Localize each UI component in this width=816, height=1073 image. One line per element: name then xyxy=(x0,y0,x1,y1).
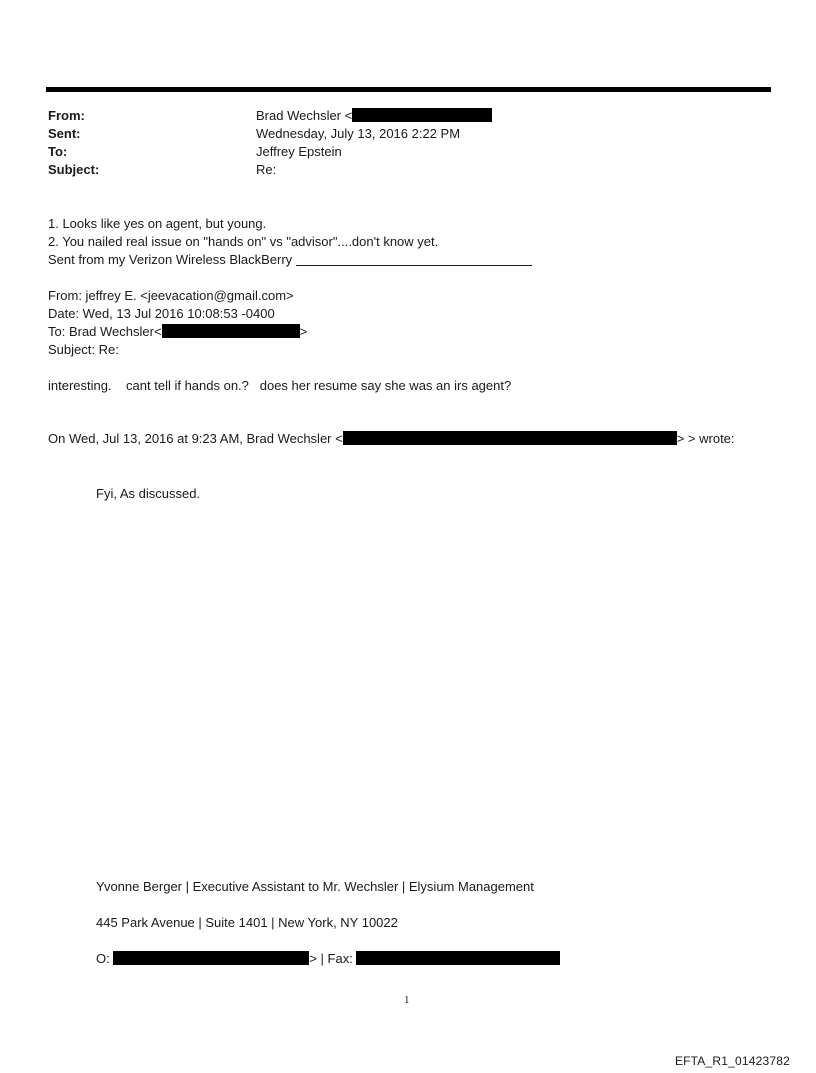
quoted-to-prefix: To: Brad Wechsler< xyxy=(48,324,162,339)
header-rule xyxy=(46,87,771,92)
quoted-to-suffix: > xyxy=(299,324,308,339)
office-prefix: O: xyxy=(96,951,114,966)
blackberry-signature: Sent from my Verizon Wireless BlackBerry xyxy=(48,252,293,267)
to-label: To: xyxy=(48,144,68,159)
bates-number: EFTA_R1_01423782 xyxy=(674,1054,790,1068)
signature-line-2: 445 Park Avenue | Suite 1401 | New York, NY 10022 xyxy=(96,915,398,930)
quoted-date: Date: Wed, 13 Jul 2016 10:08:53 -0400 xyxy=(48,306,275,321)
reply-line-3 xyxy=(48,251,532,269)
earlier-body: Fyi, As discussed. xyxy=(96,486,201,501)
redaction-block xyxy=(352,108,492,122)
separator-line xyxy=(296,253,532,266)
from-label: From: xyxy=(48,108,85,123)
quoted-from: From: jeffrey E. <jeevacation@gmail.com> xyxy=(48,288,294,303)
fax-prefix: > | Fax: xyxy=(309,951,357,966)
quoted-to xyxy=(48,323,307,341)
page-number: 1 xyxy=(404,994,410,1006)
redaction-block xyxy=(343,431,677,445)
redaction-block xyxy=(113,951,309,965)
reply-line-1: 1. Looks like yes on agent, but young. xyxy=(48,216,267,231)
sent-label: Sent: xyxy=(48,126,81,141)
redaction-block xyxy=(162,324,300,338)
subject-value: Re: xyxy=(256,162,277,177)
sent-value: Wednesday, July 13, 2016 2:22 PM xyxy=(256,126,461,141)
quoted-body: interesting. cant tell if hands on.? does her resume say she was an irs agent? xyxy=(48,378,512,393)
reply-line-2: 2. You nailed real issue on "hands on" vs "advisor"....don't know yet. xyxy=(48,234,439,249)
quoted-subject: Subject: Re: xyxy=(48,342,119,357)
from-value xyxy=(256,107,492,125)
from-name: Brad Wechsler < xyxy=(256,108,353,123)
redaction-block xyxy=(356,951,560,965)
earlier-intro-prefix: On Wed, Jul 13, 2016 at 9:23 AM, Brad Wechsler < xyxy=(48,431,343,446)
subject-label: Subject: xyxy=(48,162,100,177)
signature-line-3 xyxy=(96,950,560,968)
earlier-intro-suffix: > > wrote: xyxy=(676,431,735,446)
to-value: Jeffrey Epstein xyxy=(256,144,342,159)
earlier-intro xyxy=(48,430,735,448)
signature-line-1: Yvonne Berger | Executive Assistant to Mr. Wechsler | Elysium Management xyxy=(96,879,534,894)
